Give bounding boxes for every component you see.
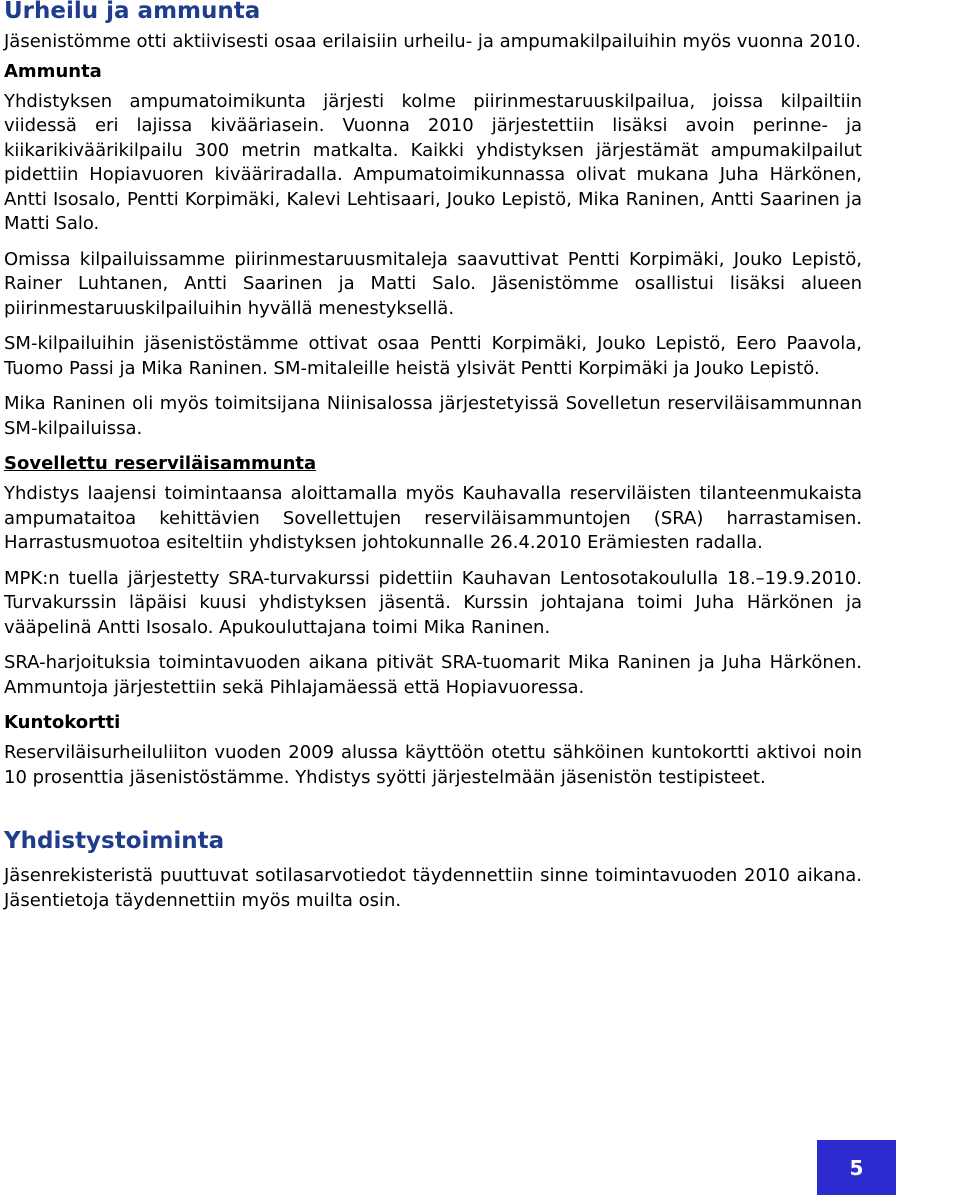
paragraph-shooting-3: SM-kilpailuihin jäsenistöstämme ottivat osaa Pentti Korpimäki, Jouko Lepistö, Eero Paavola, Tuomo Passi ja Mika Raninen. SM-mitaleille heistä ylsivät Pentti Korpimäki ja Jouko Lepistö. <box>4 333 862 379</box>
subheading-sra: Sovellettu reserviläisammunta <box>4 453 317 474</box>
page-number-badge: 5 <box>817 1140 896 1195</box>
paragraph-shooting-2: Omissa kilpailuissamme piirinmestaruusmitaleja saavuttivat Pentti Korpimäki, Jouko Lepistö, Rainer Luhtanen, Antti Saarinen ja Matti Salo. Jäsenistömme osallistui lisäksi alueen piirinmestaruuskilpailuihin hyvällä menestyksellä. <box>4 248 862 319</box>
paragraph-association: Jäsenrekisteristä puuttuvat sotilasarvotiedot täydennettiin sinne toimintavuoden 2010 aikana. Jäsentietoja täydennettiin myös muilta osin. <box>4 865 862 911</box>
paragraph-intro: Jäsenistömme otti aktiivisesti osaa erilaisiin urheilu- ja ampumakilpailuihin myös vuonna 2010. <box>4 31 861 52</box>
paragraph-shooting-1: Yhdistyksen ampumatoimikunta järjesti kolme piirinmestaruuskilpailua, joissa kilpailtiin viidessä eri lajissa kivääriasein. Vuonna 2010 järjestettiin lisäksi avoin perinne- ja kiikarikiväärikilpailu 300 metrin matkalta. Kaikki yhdistyksen järjestämät ampumakilpailut pidettiin Hopiavuoren kivääriradalla. Ampumatoimikunnassa olivat mukana Juha Härkönen, Antti Isosalo, Pentti Korpimäki, Kalevi Lehtisaari, Jouko Lepistö, Mika Raninen, Antti Saarinen ja Matti Salo. <box>4 90 862 234</box>
paragraph-sra-3: SRA-harjoituksia toimintavuoden aikana pitivät SRA-tuomarit Mika Raninen ja Juha Härkönen. Ammuntoja järjestettiin sekä Pihlajamäessä että Hopiavuoressa. <box>4 652 862 698</box>
section-title-sports: Urheilu ja ammunta <box>4 0 261 24</box>
section-title-association: Yhdistystoiminta <box>4 828 225 854</box>
paragraph-shooting-4: Mika Raninen oli myös toimitsijana Niinisalossa järjestetyissä Sovelletun reserviläisammunnan SM-kilpailuissa. <box>4 393 862 439</box>
document-page <box>4 0 862 924</box>
paragraph-sra-1: Yhdistys laajensi toimintaansa aloittamalla myös Kauhavalla reserviläisten tilanteenmukaista ampumataitoa kehittävien Sovellettujen reserviläisammuntojen (SRA) harrastamisen. Harrastusmuotoa esiteltiin yhdistyksen johtokunnalle 26.4.2010 Erämiesten radalla. <box>4 483 862 553</box>
subheading-kuntokortti: Kuntokortti <box>4 712 121 733</box>
paragraph-kuntokortti: Reserviläisurheiluliiton vuoden 2009 alussa käyttöön otettu sähköinen kuntokortti aktivoi noin 10 prosenttia jäsenistöstämme. Yhdistys syötti järjestelmään jäsenistön testipisteet. <box>4 742 862 788</box>
subheading-shooting: Ammunta <box>4 60 102 82</box>
paragraph-sra-2: MPK:n tuella järjestetty SRA-turvakurssi pidettiin Kauhavan Lentosotakoululla 18.–19.9.2010. Turvakurssin läpäisi kuusi yhdistyksen jäsentä. Kurssin johtajana toimi Juha Härkönen ja vääpelinä Antti Isosalo. Apukouluttajana toimi Mika Raninen. <box>4 567 862 638</box>
